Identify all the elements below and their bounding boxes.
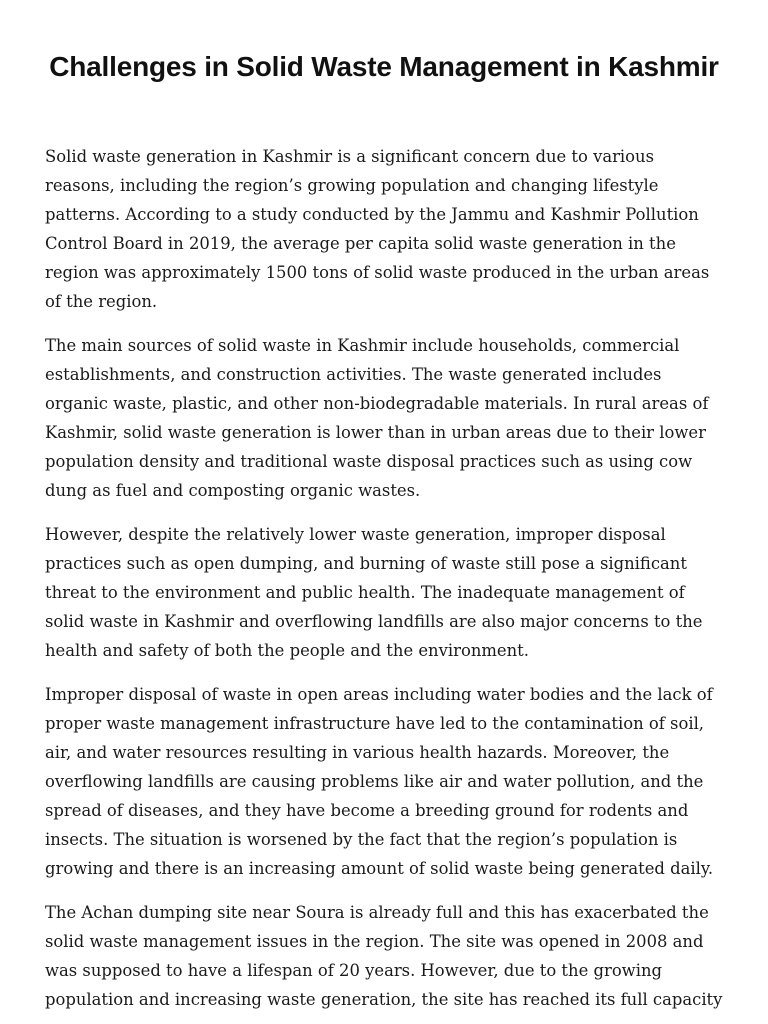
paragraph-1: Solid waste generation in Kashmir is a significant concern due to various reasons, including the region’s growing population and changing lifestyle patterns. According to a study conducted by the Jammu and Kashmir Pollution Control Board in 2019, the average per capita solid waste generation in the region was approximately 1500 tons of solid waste produced in the urban areas of the region. bbox=[45, 147, 710, 311]
paragraph-5: The Achan dumping site near Soura is already full and this has exacerbated the solid waste management issues in the region. The site was opened in 2008 and was supposed to have a lifespan of 20 years. However, due to the growing population and increasing waste generation, the site has reached its full capacity bbox=[45, 903, 723, 1009]
paragraph-3: However, despite the relatively lower waste generation, improper disposal practices such as open dumping, and burning of waste still pose a significant threat to the environment and public health. The inadequate management of solid waste in Kashmir and overflowing landfills are also major concerns to the health and safety of both the people and the environment. bbox=[45, 525, 703, 660]
document-body bbox=[45, 142, 725, 1024]
document-title: Challenges in Solid Waste Management in Kashmir bbox=[49, 51, 719, 82]
paragraph-4: Improper disposal of waste in open areas including water bodies and the lack of proper waste management infrastructure have led to the contamination of soil, air, and water resources resulting in various health hazards. Moreover, the overflowing landfills are causing problems like air and water pollution, and the spread of diseases, and they have become a breeding ground for rodents and insects. The situation is worsened by the fact that the region’s population is growing and there is an increasing amount of solid waste being generated daily. bbox=[45, 685, 714, 878]
paragraph-2: The main sources of solid waste in Kashmir include households, commercial establishments, and construction activities. The waste generated includes organic waste, plastic, and other non-biodegradable materials. In rural areas of Kashmir, solid waste generation is lower than in urban areas due to their lower population density and traditional waste disposal practices such as using cow dung as fuel and composting organic wastes. bbox=[45, 336, 709, 500]
